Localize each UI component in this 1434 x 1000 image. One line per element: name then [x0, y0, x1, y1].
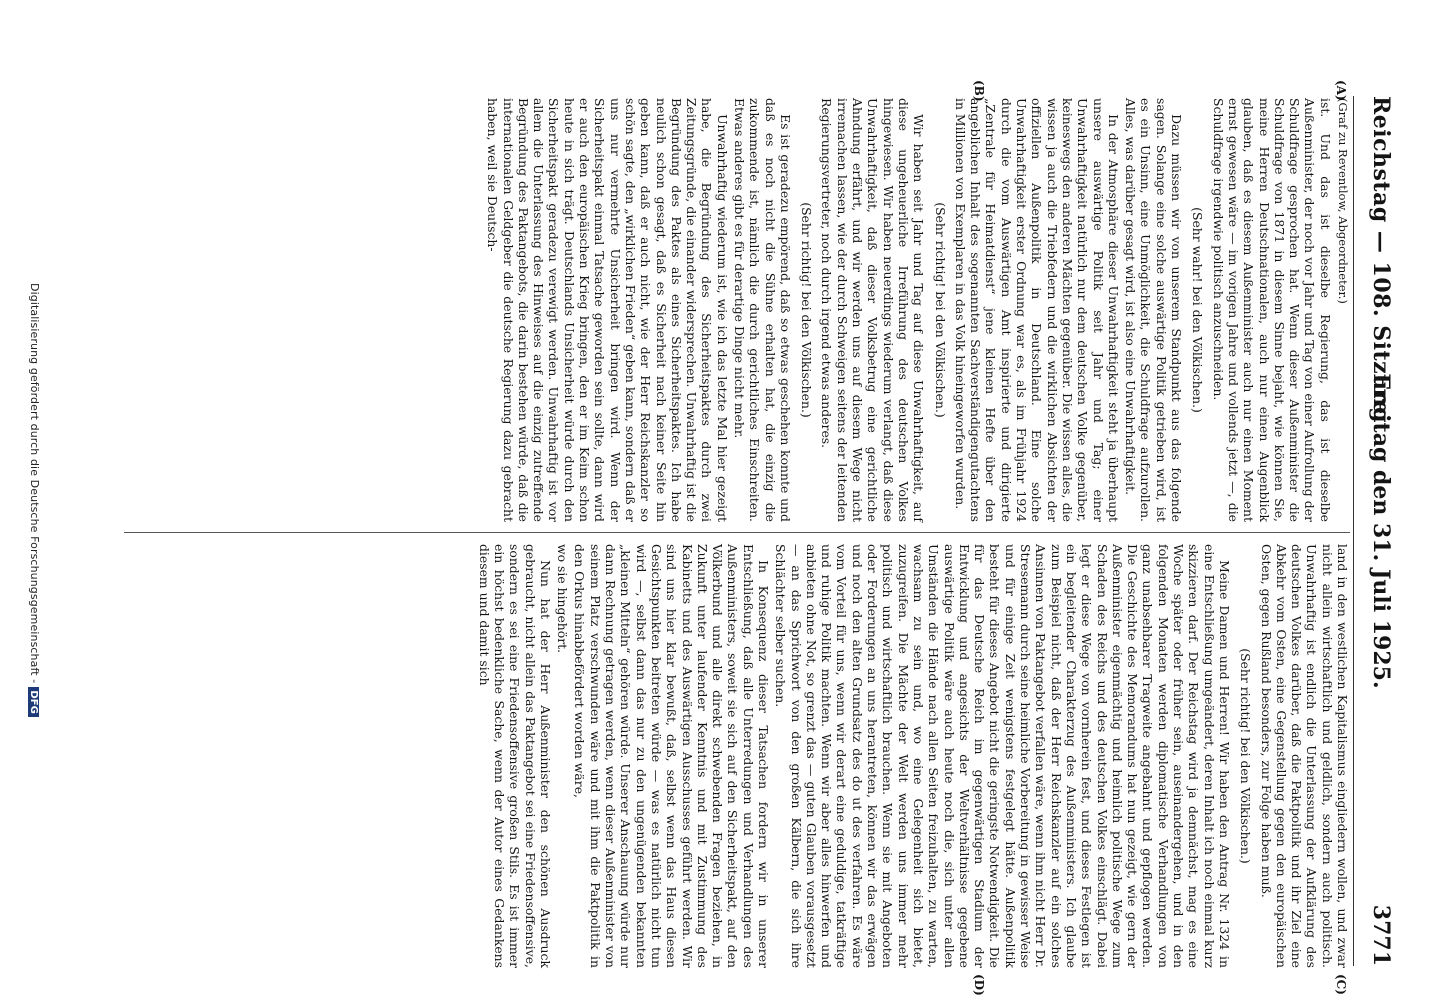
paragraph: Nun hat der Herr Außenminister den schönen Ausdruck gebraucht, nicht allein das Paktangebot sei eine Friedensoffensive, sondern es sei eine Friedensoffensive großen Stils. Es ist immer ein höchst bedenkliche Sache, wenn der Autor eines Gedankens diesem und damit sich	[476, 544, 553, 968]
digitization-credit	[28, 0, 41, 1000]
paragraph: ist. Und das ist dieselbe Regierung, das ist dieselbe Außenminister, der noch vor Jahr und Tag von einer Aufrollung der Schuldfrage gesprochen hat. Wenn dieser Außenminister die Schuldfrage von 1871 in diesem Sinne bejaht, wie können Sie, meine Herren Deutschnationalen, auch nur einen Augenblick glauben, daß es diesem Außenminister auch nur einen Moment ernst gewesen wäre — im vorigen Jahre und vollends jetzt —, die Schuldfrage irgendwie politisch anzuschneiden.	[1210, 98, 1333, 522]
interjection: (Sehr richtig! bei den Völkischen.)	[932, 202, 948, 418]
paragraph: Unwahrhaftig wiederum ist, wie ich das letzte Mal hier gezeigt habe, die Begründung des Sicherheitspaktes durch zwei Zeitungsgründe, die einander widersprechen. Unwahrhaftig ist die Begründung des Paktes als eines Sicherheitspaktes. Ich habe neulich schon gesagt, daß es Sicherheit nach keiner Seite hin geben kann, daß er auch nicht, wie der Herr Reichskanzler so schön sagte, den „wirklichen Frieden“ geben kann, sondern daß er uns nur vermehrte Unsicherheit bringen wird. Wenn der Sicherheitspakt einmal Tatsache geworden sein sollte, dann wird er auch den europäischen Krieg bringen, den er im Keim schon heute in sich trägt. Deutschlands Unsicherheit würde durch den Sicherheitspakt geradezu verewigt werden. Unwahrhaftig ist vor allem die Unterlassung des Hinweises auf die einzig zutreffende Begründung des Paktangebots, die darin bestehen würde, daß die internationalen Geldgeber die deutsche Regierung dazu gebracht haben, weil sie Deutsch-	[485, 98, 730, 522]
margin-marker-a: (A)	[1334, 80, 1348, 101]
speaker-line: (Graf zu Reventlow, Abgeordneter.)	[1336, 98, 1350, 304]
paragraph: In der Atmosphäre dieser Unwahrhaftigkeit steht ja überhaupt unsere auswärtige Politik seit Jahr und Tag; einer Unwahrhaftigkeit natürlich nur dem deutschen Volke gegenüber, keineswegs den anderen Mächten gegenüber. Die wissen alles, die wissen ja auch die Triebfedern und die wirklichen Absichten der offiziellen Außenpolitik in Deutschland. Eine solche Unwahrhaftigkeit erster Ordnung war es, als im Frühjahr 1924 durch die vom Auswärtigen Amt inspirierte und dirigierte „Zentrale für Heimatdienst“ jene kleinen Hefte über den angeblichen Inhalt des sogenannten Sachverständigengutachtens in Millionen von Exemplaren in das Volk hineingeworfen wurden.	[952, 98, 1121, 522]
left-column	[124, 98, 1350, 522]
right-column	[124, 544, 1350, 968]
header-session: Reichstag — 108. Sitzung.	[1368, 96, 1394, 432]
paragraph: wo sie hingehört.	[555, 544, 571, 654]
margin-marker-d: (D)	[972, 974, 986, 996]
header-rule	[1353, 96, 1354, 966]
margin-marker-b: (B)	[972, 80, 986, 102]
paragraph: Wir haben seit Jahr und Tag auf diese Unwahrhaftigkeit, auf diese ungeheuerliche Irreführung des deutschen Volkes hingewiesen. Wir haben neuerdings wiederum verlangt, daß diese Unwahrhaftigkeit, daß dieser Volksbetrug eine gerichtliche Ahndung erfährt, und wir werden uns auf diesem Wege nicht irremachen lassen, wie der durch Schweigen seitens der leitenden Regierungsvertreter, noch durch irgend etwas anderes.	[819, 98, 927, 522]
interjection: (Sehr richtig! bei den Völkischen.)	[1238, 648, 1254, 864]
header-date: Freitag den 31. Juli 1925.	[1368, 373, 1394, 689]
paragraph: Es ist geradezu empörend, daß so etwas geschehen konnte und daß es noch nicht die Sühne erhalten hat, die einzig die zukommende ist, nämlich die durch gerichtliches Einschreiten. Etwas anderes gibt es für derartige Dinge nicht mehr.	[732, 98, 793, 522]
dfg-logo: DFG	[28, 687, 39, 717]
paragraph: Dazu müssen wir von unserem Standpunkt aus das folgende sagen. Solange eine solche auswärtige Politik getrieben wird, ist es ein Unsinn, eine Unmöglichkeit, die Schuldfrage aufzurollen. Alles, was darüber gesagt wird, ist also eine Unwahrhaftigkeit.	[1123, 98, 1185, 522]
paragraph: In Konsequenz dieser Tatsachen fordern wir in unserer Entschließung, daß alle Unterredungen und Verhandlungen des Außenministers, soweit sie sich auf den Sicherheitspakt, auf den Völkerbund und alle direkt schwebenden Fragen beziehen, in Zukunft unter laufender Kenntnis und mit Zustimmung des Kabinetts und des Auswärtigen Ausschusses geführt werden. Wir sind uns hier klar bewußt, daß, selbst wenn das Haus diesen Gesichtspunkten beitreten würde — was es natürlich nicht tun wird —, selbst dann das nur zu den ungenügenden bekannten „kleinen Mitteln“ gehören würde. Unserer Anschauung würde nur dann Rechnung getragen werden, wenn dieser Außenminister von seinem Platz verschwunden wäre und mit ihm die Paktpolitik in den Orkus hinabbefördert worden wäre,	[572, 544, 772, 968]
paragraph: land in den westlichen Kapitalismus eingliedern wollen, und zwar nicht allein wirtschaftlich und geldlich, sondern auch politisch. Unwahrhaftig ist endlich die Unterlassung der Aufklärung des deutschen Volkes darüber, daß die Paktpolitik und ihr Ziel eine Abkehr vom Osten, eine Gegenstellung gegen den europäischen Osten, gegen Rußland besonders, zur Folge haben muß.	[1258, 544, 1350, 968]
paragraph: Meine Damen und Herren! Wir haben den Antrag Nr. 1324 in eine Entschließung umgeändert, deren Inhalt ich noch einmal kurz skizzieren darf. Der Reichstag wird ja demnächst, mag es eine Woche später oder früher sein, auseinandergehen, und in den folgenden Monaten werden diplomatische Verhandlungen von ganz unabsehbarer Tragweite angebahnt und gepflogen werden. Die Geschichte des Memorandums hat nun gezeigt, wie gern der Außenminister eigenmächtig und heimlich politische Wege zum Schaden des Reichs und des deutschen Volkes einschlägt. Dabei legt er diese Wege von vornherein fest, und dieses Festlegen ist ein begleitender Charakterzug des Außenministers. Ich glaube zum Beispiel nicht, daß der Herr Reichskanzler auf ein solches Ansinnen von Paktangebot verfallen wäre, wenn ihm nicht Herr Dr. Stresemann durch seine heimliche Vorbereitung in gewisser Weise und für einige Zeit wenigstens festgelegt hätte. Außenpolitik besteht für dieses Angebot nicht die geringste Notwendigkeit. Die für das Deutsche Reich im gegenwärtigen Stadium der Entwicklung und angesichts der Weltverhältnisse gegebene auswärtige Politik wäre auch heute noch die, sich unter allen Umständen die Hände nach allen Seiten freizuhalten, zu warten, wachsam zu sein und, wo eine Gelegenheit sich bietet, zuzugreifen. Die Mächte der Welt werden uns immer mehr politisch und wirtschaftlich brauchen. Wenn sie mit Angeboten oder Forderungen an uns herantreten, können wir das erwägen und noch den alten Grundsatz des do ut des verfahren. Es wäre vom Vorteil für uns, wenn wir derart eine geduldige, tatkräftige und ruhige Politik machten. Wenn wir aber alles hinwerfen und anbieten ohne Not, so grenzt das — guten Glauben vorausgesetzt — an das Sprichwort von den großen Kälbern, die sich ihre Schlächter selber suchen.	[773, 544, 1232, 968]
column-divider	[124, 532, 1350, 533]
credit-text: Digitalisierung gefördert durch die Deutsche Forschungsgemeinschaft -	[28, 283, 41, 684]
page-number: 3771	[1368, 904, 1394, 966]
margin-marker-c: (C)	[1334, 974, 1348, 995]
rotated-page	[20, 0, 1420, 1000]
page-header	[1356, 96, 1400, 966]
interjection: (Sehr richtig! bei den Völkischen.)	[799, 202, 815, 418]
interjection: (Sehr wahr! bei den Völkischen.)	[1190, 207, 1206, 413]
